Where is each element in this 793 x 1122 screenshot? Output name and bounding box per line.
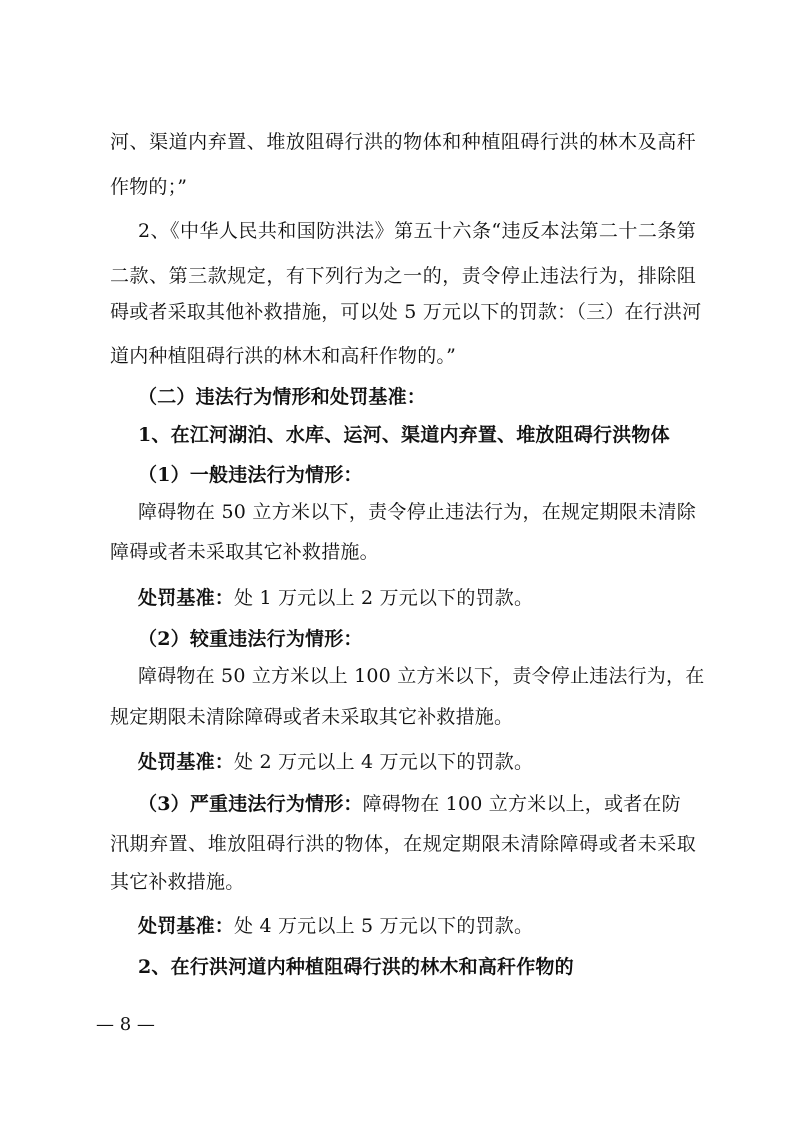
penalty-standard-line	[138, 586, 696, 610]
penalty-text: 处 4 万元以上 5 万元以下的罚款。	[234, 915, 534, 937]
body-line: 作物的；”	[110, 176, 188, 198]
body-line: 障碍或者未采取其它补救措施。	[110, 541, 379, 563]
subsection-heading: 1、在江河湖泊、水库、运河、渠道内弃置、堆放阻碍行洪物体	[138, 424, 670, 446]
penalty-label: 处罚基准：	[138, 751, 235, 773]
body-line: 其它补救措施。	[110, 871, 245, 893]
penalty-label: 处罚基准：	[138, 587, 235, 609]
penalty-text: 处 2 万元以上 4 万元以下的罚款。	[234, 751, 534, 773]
subsection-heading: 2、在行洪河道内种植阻碍行洪的林木和高秆作物的	[138, 956, 574, 978]
body-text: 障碍物在 100 立方米以上，或者在防	[362, 793, 681, 815]
body-line: 障碍物在 50 立方米以上 100 立方米以下，责令停止违法行为，在	[138, 665, 705, 687]
penalty-standard-line	[138, 750, 696, 774]
body-line: 碍或者采取其他补救措施，可以处 5 万元以下的罚款：（三）在行洪河	[110, 301, 702, 323]
body-line: 二款、第三款规定，有下列行为之一的，责令停止违法行为，排除阻	[110, 265, 696, 287]
violation-level-heading: （2）较重违法行为情形：	[138, 628, 363, 650]
violation-level-heading: （1）一般违法行为情形：	[138, 464, 363, 486]
penalty-standard-line	[138, 914, 696, 938]
violation-level-heading: （3）严重违法行为情形：	[138, 793, 363, 815]
law-citation-line: 2、《中华人民共和国防洪法》第五十六条“违反本法第二十二条第	[138, 220, 696, 242]
penalty-text: 处 1 万元以上 2 万元以下的罚款。	[234, 587, 534, 609]
body-line: 障碍物在 50 立方米以下，责令停止违法行为，在规定期限未清除	[138, 501, 696, 523]
body-line: 河、渠道内弃置、堆放阻碍行洪的物体和种植阻碍行洪的林木及高秆	[110, 131, 696, 153]
body-line: 规定期限未清除障碍或者未采取其它补救措施。	[110, 706, 514, 728]
body-line: 汛期弃置、堆放阻碍行洪的物体，在规定期限未清除障碍或者未采取	[110, 833, 696, 855]
penalty-label: 处罚基准：	[138, 915, 235, 937]
body-line: 道内种植阻碍行洪的林木和高秆作物的。”	[110, 345, 457, 367]
section-heading: （二）违法行为情形和处罚基准：	[138, 386, 427, 408]
page-number: — 8 —	[96, 1014, 155, 1035]
severe-violation-line	[138, 792, 696, 816]
